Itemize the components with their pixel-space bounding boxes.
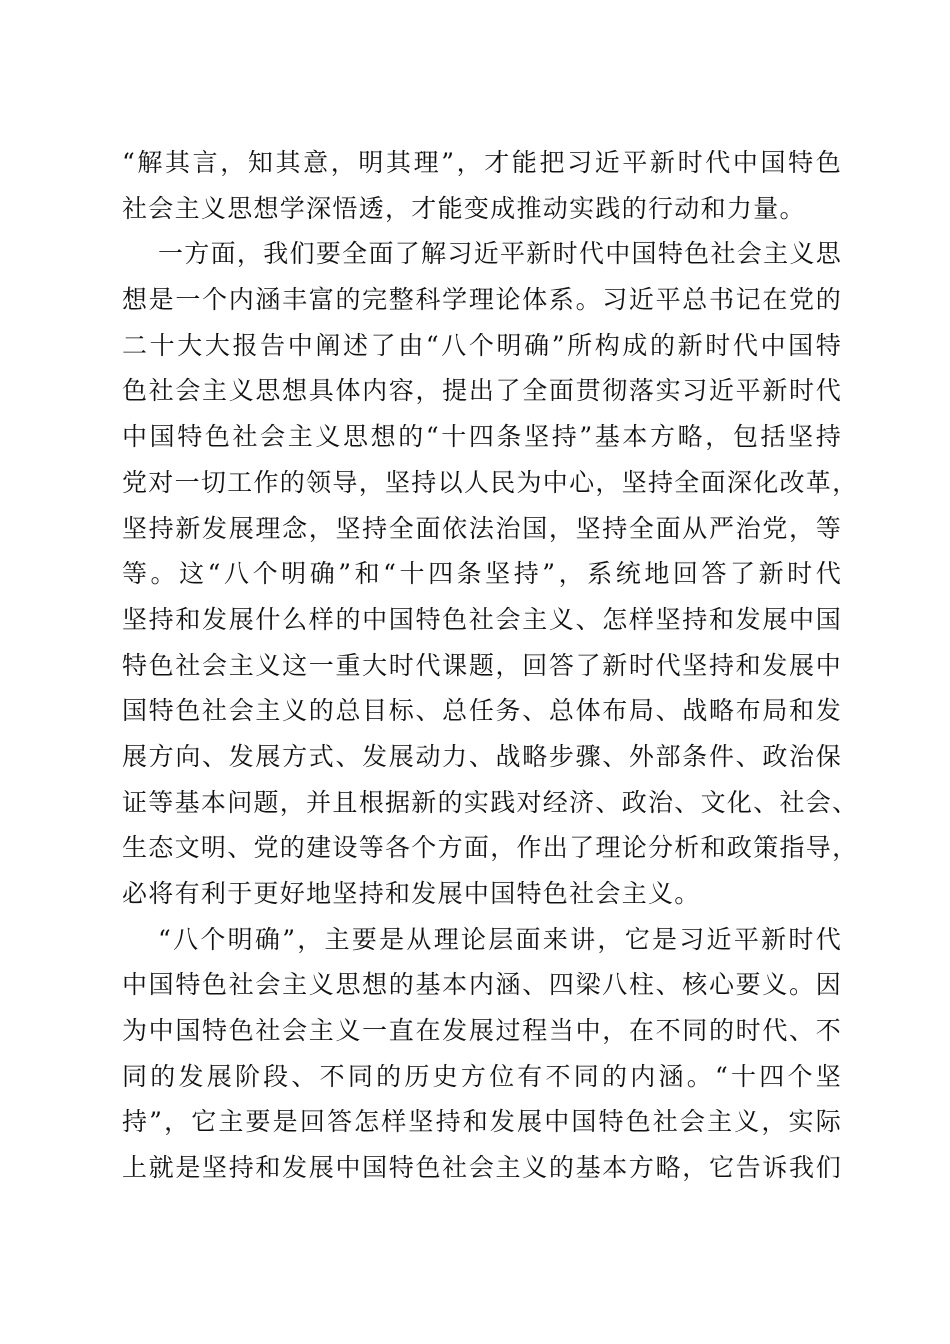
text-line: 中国特色社会主义思想的“十四条坚持”基本方略，包括坚持 xyxy=(122,422,842,452)
text-line: 同的发展阶段、不同的历史方位有不同的内涵。“十四个坚 xyxy=(122,1061,842,1091)
text-line: 坚持新发展理念，坚持全面依法治国，坚持全面从严治党，等 xyxy=(122,513,842,543)
text-line: 等。这“八个明确”和“十四条坚持”，系统地回答了新时代 xyxy=(122,559,842,589)
paragraph-2 xyxy=(122,231,859,916)
text-line: “八个明确”，主要是从理论层面来讲，它是习近平新时代 xyxy=(158,924,842,954)
text-line: 中国特色社会主义思想的基本内涵、四梁八柱、核心要义。因 xyxy=(122,970,842,1000)
text-line: 持”，它主要是回答怎样坚持和发展中国特色社会主义，实际 xyxy=(122,1107,842,1137)
text-line: 党对一切工作的领导，坚持以人民为中心，坚持全面深化改革， xyxy=(122,467,859,497)
text-line: 上就是坚持和发展中国特色社会主义的基本方略，它告诉我们 xyxy=(122,1153,842,1183)
text-line: “解其言，知其意，明其理”，才能把习近平新时代中国特色 xyxy=(122,148,842,177)
text-line: 坚持和发展什么样的中国特色社会主义、怎样坚持和发展中国 xyxy=(122,604,842,634)
text-line: 色社会主义思想具体内容，提出了全面贯彻落实习近平新时代 xyxy=(122,376,842,406)
document-body xyxy=(122,140,859,1191)
text-line: 社会主义思想学深悟透，才能变成推动实践的行动和力量。 xyxy=(122,193,806,223)
text-line: 为中国特色社会主义一直在发展过程当中，在不同的时代、不 xyxy=(122,1016,842,1046)
paragraph-1 xyxy=(122,140,842,231)
text-line: 生态文明、党的建设等各个方面，作出了理论分析和政策指导， xyxy=(122,833,859,863)
text-line: 特色社会主义这一重大时代课题，回答了新时代坚持和发展中 xyxy=(122,650,842,680)
text-line: 二十大大报告中阐述了由“八个明确”所构成的新时代中国特 xyxy=(122,330,842,360)
text-line: 想是一个内涵丰富的完整科学理论体系。习近平总书记在党的 xyxy=(122,285,842,315)
text-line: 国特色社会主义的总目标、总任务、总体布局、战略布局和发 xyxy=(122,696,842,726)
text-line: 证等基本问题，并且根据新的实践对经济、政治、文化、社会、 xyxy=(122,787,859,817)
paragraph-3 xyxy=(122,917,842,1191)
text-line: 一方面，我们要全面了解习近平新时代中国特色社会主义思 xyxy=(158,239,842,269)
text-line: 必将有利于更好地坚持和发展中国特色社会主义。 xyxy=(122,879,701,908)
text-line: 展方向、发展方式、发展动力、战略步骤、外部条件、政治保 xyxy=(122,741,842,771)
